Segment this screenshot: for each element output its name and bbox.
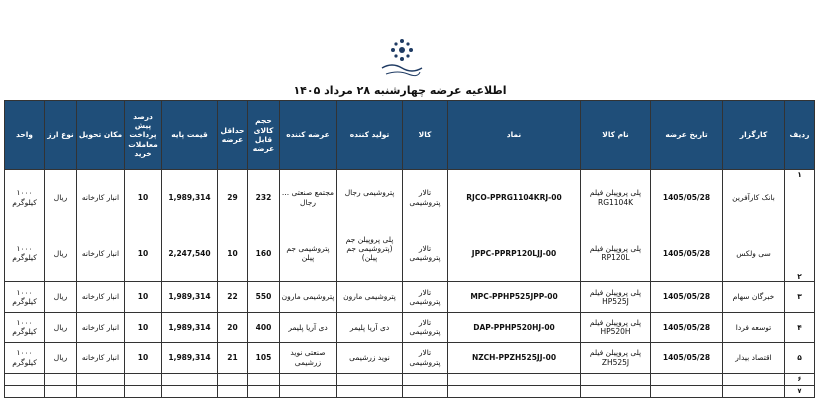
exchange-logo-icon [372,36,432,82]
table-row [5,170,815,282]
date-cell: 1405/05/28 [651,282,723,312]
header-cell: تولید کننده [337,101,403,170]
date-cell: 1405/05/28 1405/05/28 [651,170,723,282]
unit-cell: ۱۰۰۰ کیلوگرم [5,312,45,342]
delivery-cell: انبار کارخانه [77,282,125,312]
table-row [5,312,815,342]
row-index-cell: ۳ [785,282,815,312]
min-offer-cell: 29 10 [218,170,248,282]
document-title: اطلاعیه عرضه چهارشنبه ۲۸ مرداد ۱۴۰۵ [293,84,507,97]
table-row [5,282,815,312]
currency-cell: ریال ریال [45,170,77,282]
currency-cell: ریال [45,343,77,373]
product-cell: پلی پروپیلن فیلم HP520H [581,312,651,342]
currency-cell: ریال [45,312,77,342]
prepay-cell: 10 [125,282,162,312]
min-offer-cell: 20 [218,312,248,342]
delivery-cell: انبار کارخانه [77,343,125,373]
product-cell: پلی پروپیلن فیلم HP525J [581,282,651,312]
commodity-cell: تالار پتروشیمی [403,282,448,312]
base-price-cell: 1,989,314 [162,343,218,373]
volume-cell: 400 [248,312,280,342]
header-cell: عرضه کننده [280,101,337,170]
delivery-cell: انبار کارخانه [77,312,125,342]
min-offer-cell: 22 [218,282,248,312]
symbol-cell: DAP-PPHP520HJ-00 [448,312,581,342]
commodity-cell: تالار پتروشیمی تالار پتروشیمی [403,170,448,282]
row-index-cell: ۷ [785,385,815,397]
header-cell: کالا [403,101,448,170]
table-header-row [5,101,815,170]
supplier-cell: مجتمع صنعتی ... رجال پتروشیمی جم پیلن [280,170,337,282]
header-cell: نام کالا [581,101,651,170]
min-offer-cell: 21 [218,343,248,373]
symbol-cell: RJCO-PPRG1104KRJ-00 JPPC-PPRP120LJJ-00 [448,170,581,282]
base-price-cell: 1,989,314 [162,282,218,312]
table-row [5,343,815,373]
row-index-cell: ۶ [785,373,815,385]
symbol-cell: NZCH-PPZH525JJ-00 [448,343,581,373]
header-cell: نوع ارز [45,101,77,170]
header-cell: درصد پیش پرداخت معاملات خرید [125,101,162,170]
header-cell: تاریخ عرضه [651,101,723,170]
prepay-cell: 10 [125,343,162,373]
supplier-cell: صنعتی نوید زرشیمی [280,343,337,373]
prepay-cell: 10 10 [125,170,162,282]
date-cell: 1405/05/28 [651,312,723,342]
producer-cell: پتروشیمی رجال پلی پروپیلن جم (پتروشیمی جم پیلن) [337,170,403,282]
offer-table [4,100,815,398]
header-cell: مکان تحویل [77,101,125,170]
volume-cell: 232 160 [248,170,280,282]
table-row-empty [5,385,815,397]
header-cell: نماد [448,101,581,170]
header-cell: حجم کالای قابل عرضه [248,101,280,170]
broker-cell: خبرگان سهام [723,282,785,312]
table-row-empty [5,373,815,385]
broker-cell: بانک کارآفرین سی ولکس [723,170,785,282]
header-cell: قیمت پایه [162,101,218,170]
header-cell: واحد [5,101,45,170]
row-index-cell: ۱ ۲ [785,170,815,282]
base-price-cell: 1,989,314 2,247,540 [162,170,218,282]
header-cell: ردیف [785,101,815,170]
producer-cell: دی آریا پلیمر [337,312,403,342]
commodity-cell: تالار پتروشیمی [403,343,448,373]
delivery-cell: انبار کارخانه انبار کارخانه [77,170,125,282]
symbol-cell: MPC-PPHP525JPP-00 [448,282,581,312]
commodity-cell: تالار پتروشیمی [403,312,448,342]
product-cell: پلی پروپیلن فیلم RG1104K پلی پروپیلن فیلم RP120L [581,170,651,282]
date-cell: 1405/05/28 [651,343,723,373]
base-price-cell: 1,989,314 [162,312,218,342]
header-cell: کارگزار [723,101,785,170]
volume-cell: 105 [248,343,280,373]
currency-cell: ریال [45,282,77,312]
row-index-cell: ۵ [785,343,815,373]
unit-cell: ۱۰۰۰ کیلوگرم [5,282,45,312]
supplier-cell: دی آریا پلیمر [280,312,337,342]
unit-cell: ۱۰۰۰ کیلوگرم [5,343,45,373]
prepay-cell: 10 [125,312,162,342]
header-cell: حداقل عرضه [218,101,248,170]
supplier-cell: پتروشیمی مارون [280,282,337,312]
producer-cell: پتروشیمی مارون [337,282,403,312]
broker-cell: توسعه فردا [723,312,785,342]
row-index-cell: ۴ [785,312,815,342]
volume-cell: 550 [248,282,280,312]
producer-cell: نوید زرشیمی [337,343,403,373]
unit-cell: ۱۰۰۰ کیلوگرم ۱۰۰۰ کیلوگرم [5,170,45,282]
broker-cell: اقتصاد بیدار [723,343,785,373]
product-cell: پلی پروپیلن فیلم ZH525J [581,343,651,373]
